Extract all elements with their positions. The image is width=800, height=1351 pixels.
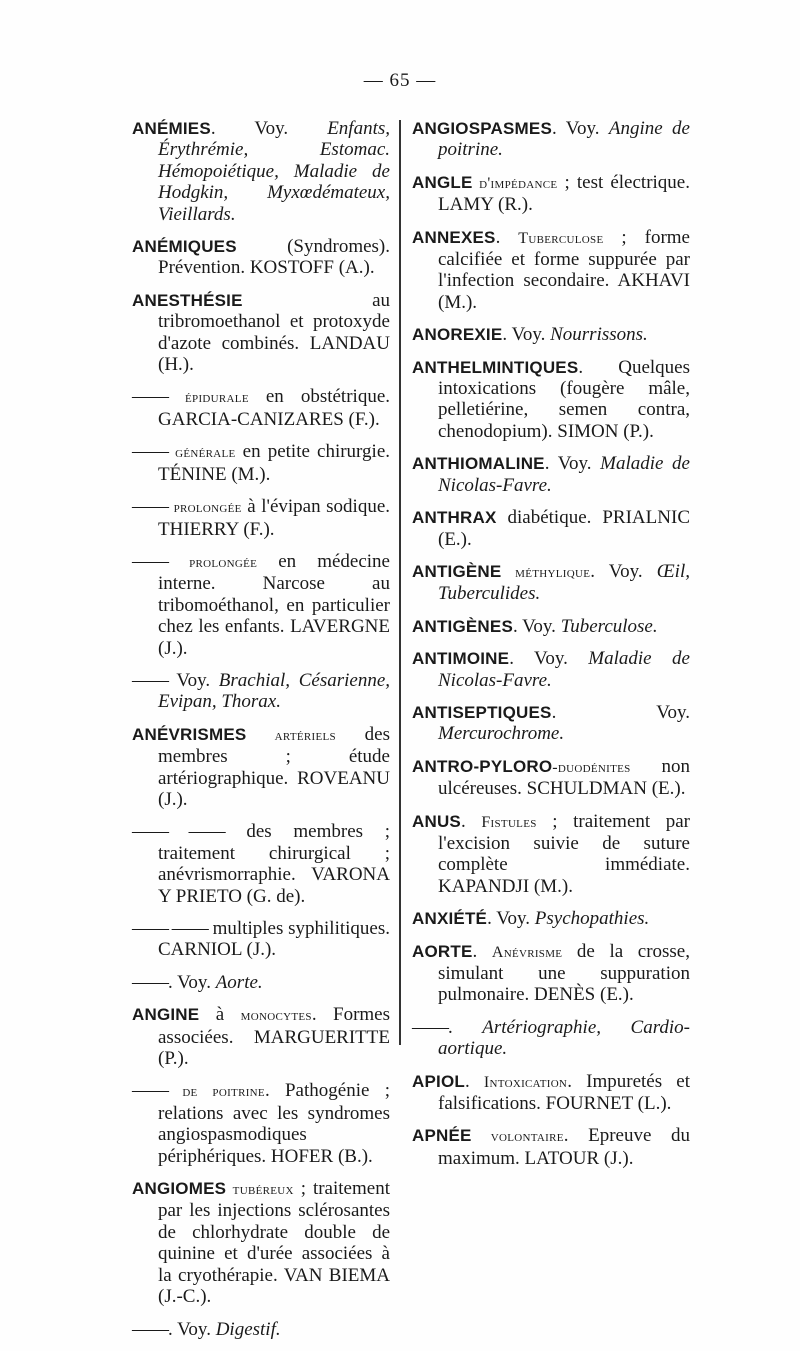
entry: APNÉE volontaire. Epreuve du maximum. LATOUR (J.). [412, 1125, 690, 1169]
headword: ANGLE [412, 172, 473, 192]
headword: ANTRO-PYLORO [412, 756, 553, 776]
headword: ANÉVRISMES [132, 724, 247, 744]
entry: ——. Voy. Digestif. [132, 1318, 281, 1340]
page-number: — 65 — [363, 70, 437, 91]
column-divider [399, 120, 401, 1045]
entry: AORTE. Anévrisme de la crosse, simulant une suppuration pulmonaire. DENÈS (E.). [412, 940, 690, 1006]
headword: ANGIOSPASMES [412, 119, 552, 138]
headword: ANNEXES [412, 227, 496, 247]
entry: —— prolongée à l'évipan sodique. THIERRY (F.). [132, 496, 391, 540]
headword: AORTE [412, 941, 473, 961]
entry: ANTISEPTIQUES. Voy. Mercurochrome. [412, 701, 690, 745]
entry: ANTRO-PYLORO-duodénites non ulcéreuses. SCHULDMAN (E.). [412, 755, 690, 800]
entry: ANGIOMES tubéreux ; traitement par les injections sclérosantes de chlorhydrate double de quinine et d'urée associées à la cryothérapie. VAN BIEMA (J.-C.). [132, 1178, 390, 1308]
headword: ANTIMOINE [412, 649, 510, 669]
entry: ANÉMIES. Voy. Enfants, Érythrémie, Estomac. Hémopoiétique, Maladie de Hodgkin, Myxœdémateux, Vieillards. [132, 118, 390, 225]
entry: ANTHIOMALINE. Voy. Maladie de Nicolas-Favre. [412, 453, 690, 496]
entry: —— générale en petite chirurgie. TÉNINE (M.). [132, 441, 390, 485]
headword: ANTHELMINTIQUES [412, 357, 579, 377]
headword: ANESTHÉSIE [132, 290, 243, 310]
entry: ANGIOSPASMES. Voy. Angine de poitrine. [412, 118, 690, 161]
headword: ANÉMIES [132, 119, 211, 138]
entry: ANNEXES. Tuberculose ; forme calcifiée et forme suppurée par l'infection secondaire. AKHAVI (M.). [412, 226, 690, 313]
entry: ANÉVRISMES artériels des membres ; étude artériographique. ROVEANU (J.). [132, 723, 390, 810]
headword: APIOL [412, 1071, 465, 1091]
entry: ANTIGÈNES. Voy. Tuberculose. [412, 615, 658, 637]
headword: APNÉE [412, 1126, 472, 1146]
entry: ANESTHÉSIE au tribromoethanol et protoxyde d'azote combinés. LANDAU (H.). [132, 289, 390, 376]
headword: ANTIGÈNES [412, 616, 513, 636]
entry: —— —— multiples syphilitiques. CARNIOL (J.). [132, 918, 391, 961]
entry: ANGLE d'impédance ; test électrique. LAMY (R.). [412, 171, 690, 216]
entry: ANTHRAX diabétique. PRIALNIC (E.). [412, 507, 690, 550]
entry: —— Voy. Brachial, Césarienne, Evipan, Thorax. [132, 669, 390, 713]
headword: ANUS [412, 811, 461, 831]
entry: APIOL. Intoxication. Impuretés et falsifications. FOURNET (L.). [412, 1070, 691, 1115]
entry: ANÉMIQUES (Syndromes). Prévention. KOSTOFF (A.). [132, 236, 390, 279]
right-column [412, 118, 690, 1180]
headword: ANTISEPTIQUES [412, 702, 552, 722]
headword: ANGINE [132, 1005, 200, 1025]
entry: ——. Artériographie, Cardio-aortique. [412, 1016, 690, 1060]
entry: ——. Voy. Aorte. [132, 971, 263, 993]
entry: ANTIGÈNE méthylique. Voy. Œil, Tuberculides. [412, 560, 690, 605]
headword: ANOREXIE [412, 325, 503, 345]
headword: ANÉMIQUES [132, 237, 237, 257]
entry: ANUS. Fistules ; traitement par l'excision suivie de suture complète immédiate. KAPANDJI (M.). [412, 810, 691, 897]
headword: ANXIÉTÉ [412, 909, 488, 929]
headword: ANTHRAX [412, 508, 497, 528]
left-column [132, 118, 390, 1351]
headword: ANGIOMES [132, 1179, 227, 1199]
entry: ANXIÉTÉ. Voy. Psychopathies. [412, 908, 650, 930]
entry: —— prolongée en médecine interne. Narcose au tribomoéthanol, en particulier chez les enfants. LAVERGNE (J.). [132, 550, 390, 659]
headword: ANTIGÈNE [412, 561, 502, 581]
entry: —— de poitrine. Pathogénie ; relations avec les syndromes angiospasmodiques périphériques. HOFER (B.). [132, 1080, 390, 1167]
entry: ANTHELMINTIQUES. Quelques intoxications (fougère mâle, pelletiérine, semen contra, chenodopium). SIMON (P.). [412, 356, 690, 442]
entry: ANGINE à monocytes. Formes associées. MARGUERITTE (P.). [132, 1004, 391, 1070]
entry: ANOREXIE. Voy. Nourrissons. [412, 324, 648, 346]
entry: ANTIMOINE. Voy. Maladie de Nicolas-Favre. [412, 648, 690, 691]
headword: ANTHIOMALINE [412, 454, 545, 474]
entry: —— épidurale en obstétrique. GARCIA-CANIZARES (F.). [132, 386, 391, 430]
entry: —— —— des membres ; traitement chirurgical ; anévrismorraphie. VARONA Y PRIETO (G. de). [132, 821, 390, 907]
